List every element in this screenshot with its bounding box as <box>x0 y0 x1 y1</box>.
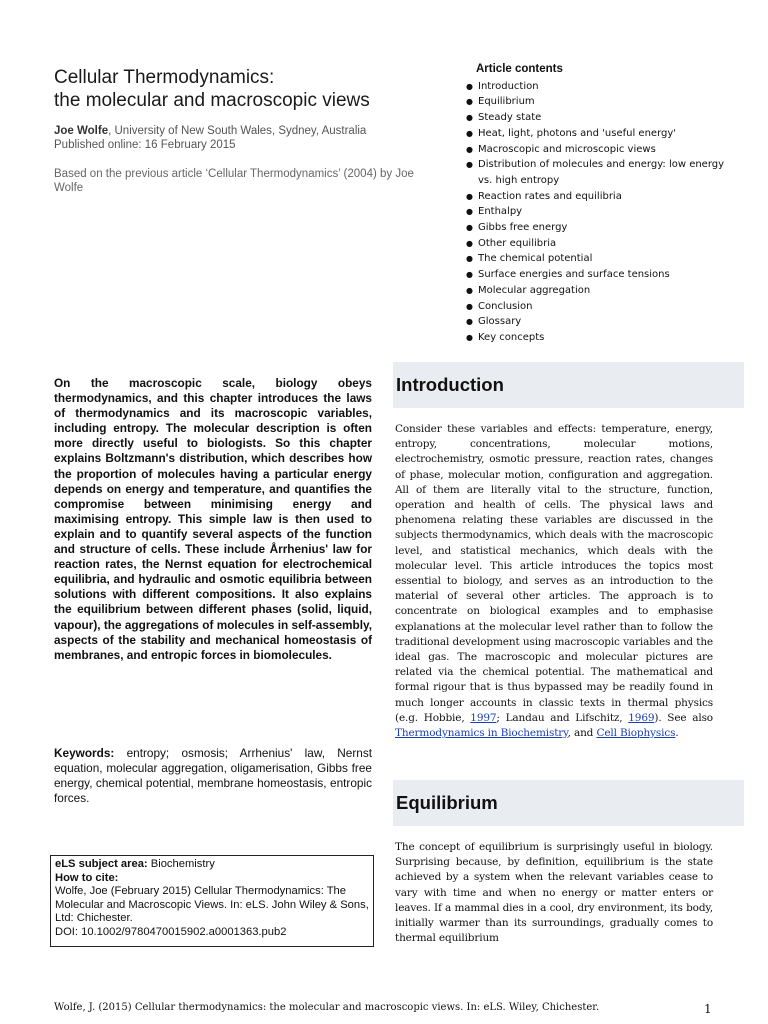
link-thermodynamics-biochemistry[interactable]: Thermodynamics in Biochemistry <box>395 727 568 740</box>
author-affiliation: , University of New South Wales, Sydney, Australia <box>108 125 367 137</box>
link-landau-1969[interactable]: 1969 <box>628 711 655 724</box>
how-to-cite-label: How to cite: <box>55 871 119 884</box>
author-block <box>54 124 424 152</box>
equilibrium-heading: Equilibrium <box>393 780 744 826</box>
contents-item-surface-energies[interactable]: ● Surface energies and surface tensions <box>466 267 726 283</box>
keywords-label: Keywords: <box>54 746 115 760</box>
link-hobbie-1997[interactable]: 1997 <box>470 711 497 724</box>
contents-item-gibbs[interactable]: ● Gibbs free energy <box>466 220 726 236</box>
introduction-text <box>395 422 713 741</box>
contents-item-macroscopic-views[interactable]: ● Macroscopic and microscopic views <box>466 142 726 158</box>
introduction-text-part: ). See also <box>654 711 713 724</box>
contents-item-enthalpy[interactable]: ● Enthalpy <box>466 204 726 220</box>
contents-heading: Article contents <box>476 63 563 75</box>
contents-item-steady-state[interactable]: ● Steady state <box>466 110 726 126</box>
keywords <box>54 746 372 806</box>
article-title-line1: Cellular Thermodynamics: <box>54 67 275 88</box>
subject-area-value: Biochemistry <box>147 858 215 870</box>
article-title <box>54 66 454 112</box>
introduction-text-part: Consider these variables and effects: temperature, energy, entropy, concentrations, molecular motions, electrochemistry, osmotic pressure, reaction rates, changes of phase, molecular motion, configuration and aggregation. All of them are literally vital to the structure, function, operation and health of cells. The physical laws and phenomena relating these variables are discussed in the subjects thermodynamics, which deals with the macroscopic level, and statistical mechanics, which deals with the molecular level. This article introduces the topics most essential to biology, and serves as an introduction to the material of several other articles. The approach is to concentrate on biological examples and to emphasise explanations at the molecular level rather than to follow the traditional development using macroscopic variables and the ideal gas. The macroscopic and molecular pictures are related via the chemical potential. The mathematical and formal rigour that is thus bypassed may be readily found in much longer accounts in classic texts in thermal physics (e.g. Hobbie, <box>395 423 713 724</box>
link-cell-biophysics[interactable]: Cell Biophysics <box>596 727 676 740</box>
contents-item-heat-light[interactable]: ● Heat, light, photons and 'useful energy' <box>466 126 726 142</box>
contents-list <box>466 79 726 346</box>
contents-item-key-concepts[interactable]: ● Key concepts <box>466 330 726 346</box>
keywords-text: entropy; osmosis; Arrhenius' law, Nernst equation, molecular aggregation, oligamerisation, Gibbs free energy, chemical potential, membrane homeostasis, entropic forces. <box>54 746 372 806</box>
introduction-text-part: ; Landau and Lifschitz, <box>496 711 629 724</box>
introduction-text-part: , and <box>567 727 597 740</box>
page-number: 1 <box>704 1002 712 1016</box>
based-on-note: Based on the previous article ‘Cellular Thermodynamics’ (2004) by Joe Wolfe <box>54 168 414 194</box>
contents-item-introduction[interactable]: ● Introduction <box>466 79 726 95</box>
introduction-heading: Introduction <box>393 362 744 408</box>
contents-item-distribution[interactable]: ● Distribution of molecules and energy: low energy vs. high entropy <box>466 157 726 188</box>
equilibrium-text: The concept of equilibrium is surprisingly useful in biology. Surprising because, by definition, equilibrium is the state achieved by a system when the relevant variables cease to vary with time and when no energy or matter enters or leaves. If a mammal dies in a cool, dry environment, its body, initially warmer than its surroundings, gradually comes to thermal equilibrium <box>395 841 713 945</box>
cite-box <box>50 855 374 947</box>
abstract: On the macroscopic scale, biology obeys thermodynamics, and this chapter introduces the laws of thermodynamics and its macroscopic variables, including entropy. The molecular description is often more directly useful to biologists. So this chapter explains Boltzmann's distribution, which describes how the proportion of molecules having a particular energy depends on energy and temperature, and quantifies the compromise between minimising energy and maximising entropy. This simple law is then used to explain and to quantify several aspects of the function and structure of cells. These include Årrhenius' law for reaction rates, the Nernst equation for electrochemical equilibria, and hydraulic and osmotic equilibria between solutions with different compositions. It also explains the equilibrium between different phases (solid, liquid, vapour), the aggregations of molecules in self-assembly, aspects of the stability and mechanical homeostasis of membranes, and entropic forces in biomolecules. <box>54 376 372 662</box>
contents-item-glossary[interactable]: ● Glossary <box>466 314 726 330</box>
author-name: Joe Wolfe <box>54 125 109 137</box>
subject-area-label: eLS subject area: <box>55 858 148 870</box>
published-date: Published online: 16 February 2015 <box>54 139 236 151</box>
page-footer-citation: Wolfe, J. (2015) Cellular thermodynamics: the molecular and macroscopic views. In: eLS. Wiley, Chichester. <box>54 1002 600 1013</box>
article-contents <box>466 62 726 346</box>
citation-text: Wolfe, Joe (February 2015) Cellular Thermodynamics: The Molecular and Macroscopic Views. In: eLS. John Wiley & Sons, Ltd: Chichester. <box>55 885 369 925</box>
contents-item-conclusion[interactable]: ● Conclusion <box>466 299 726 315</box>
introduction-text-part: . <box>675 727 679 740</box>
doi-text: DOI: 10.1002/9780470015902.a0001363.pub2 <box>55 925 287 938</box>
contents-item-other-equilibria[interactable]: ● Other equilibria <box>466 236 726 252</box>
article-title-line2: the molecular and macroscopic views <box>54 90 370 111</box>
contents-item-reaction-rates[interactable]: ● Reaction rates and equilibria <box>466 189 726 205</box>
contents-item-equilibrium[interactable]: ● Equilibrium <box>466 94 726 110</box>
contents-item-chemical-potential[interactable]: ● The chemical potential <box>466 251 726 267</box>
contents-item-molecular-aggregation[interactable]: ● Molecular aggregation <box>466 283 726 299</box>
